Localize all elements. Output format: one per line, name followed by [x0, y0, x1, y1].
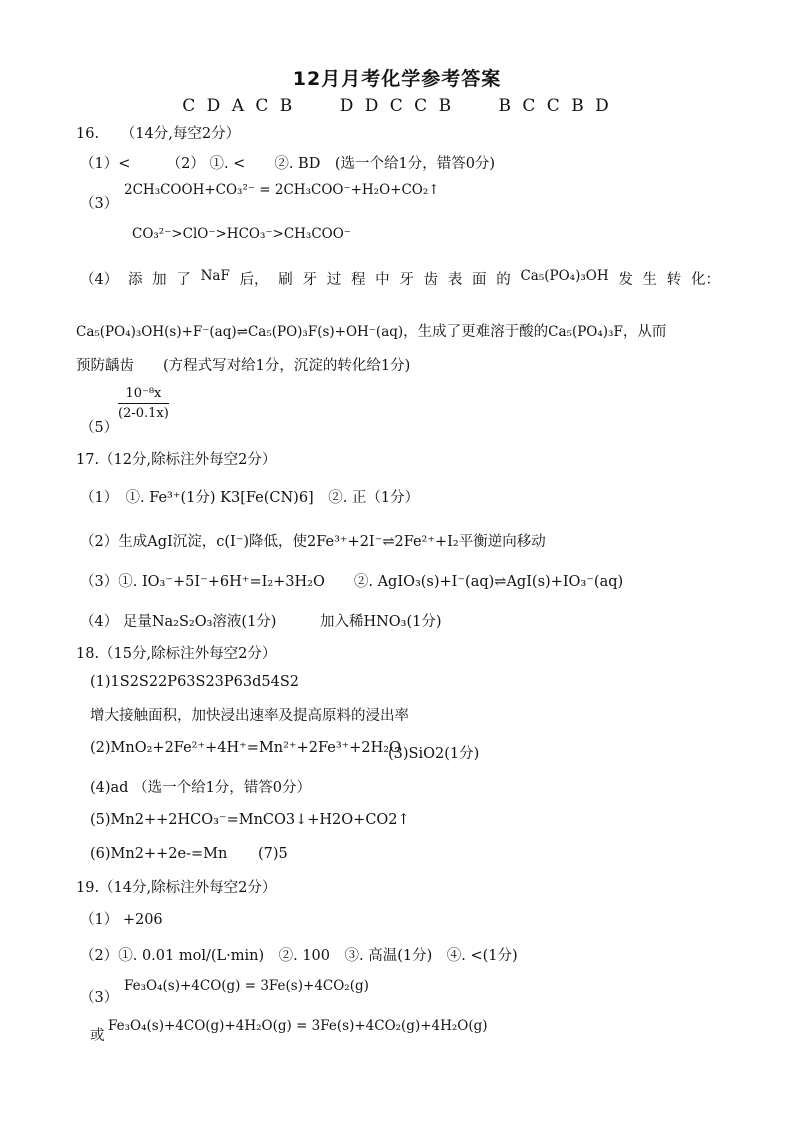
q19-part3-equation-alt: Fe₃O₄(s)+4CO(g)+4H₂O(g) = 3Fe(s)+4CO₂(g)+4H₂O(g) — [108, 1018, 488, 1034]
formula-naf: NaF — [200, 268, 230, 284]
q18-part7: (7)5 — [258, 846, 288, 862]
q16-part4-end: ，从而 — [622, 324, 667, 340]
token: 后， — [239, 272, 269, 288]
token: 的 — [496, 272, 511, 288]
formula-fluorapatite: Ca₅(PO₄)₃F — [548, 324, 623, 340]
token: 转 — [666, 272, 682, 288]
token: 加 — [152, 272, 167, 288]
token: 面 — [472, 272, 487, 288]
q16-part4-equation: Ca₅(PO₄)₃OH(s)+F⁻(aq)⇌Ca₅(PO)₃F(s)+OH⁻(aq) — [76, 324, 404, 340]
token: 齿 — [423, 272, 439, 288]
answer-group-2: D D C C B — [339, 96, 455, 116]
q17-header: 17.（12分,除标注外每空2分） — [76, 452, 277, 468]
q18-header: 18.（15分,除标注外每空2分） — [76, 646, 277, 662]
token: 刷 — [278, 272, 293, 288]
page-title: 12月月考化学参考答案 — [292, 68, 502, 90]
q16-part3-label: （3） — [80, 196, 119, 212]
q19-part3-equation: Fe₃O₄(s)+4CO(g) = 3Fe(s)+4CO₂(g) — [124, 978, 369, 994]
token: 程 — [350, 272, 366, 288]
q19-header: 19.（14分,除标注外每空2分） — [76, 880, 277, 896]
q16-part1: （1）< （2） ①. < ②. BD (选一个给1分，错答0分) — [80, 156, 496, 172]
q19-part3-or: 或 — [90, 1028, 105, 1044]
token: 添 — [127, 272, 143, 288]
q18-part6: (6)Mn2++2e-=Mn — [90, 846, 228, 862]
q19-part3-label: （3） — [80, 990, 119, 1006]
q16-part5-fraction — [118, 386, 169, 421]
q16-part3-order: CO₃²⁻>ClO⁻>HCO₃⁻>CH₃COO⁻ — [132, 226, 351, 242]
q16-part4-text: ，生成了更难溶于酸的 — [403, 324, 549, 340]
q18-part1: (1)1S2S22P63S23P63d54S2 — [90, 674, 299, 690]
q17-part2: （2）生成AgI沉淀，c(I⁻)降低，使2Fe³⁺+2I⁻⇌2Fe²⁺+I₂平衡逆向移动 — [80, 534, 546, 550]
q18-part4: (4)ad （选一个给1分，错答0分） — [90, 780, 312, 796]
q19-part1: （1） +206 — [80, 912, 163, 928]
answer-group-1: C D A C B — [182, 96, 296, 116]
fraction-denominator: (2-0.1x) — [118, 406, 169, 421]
fraction-numerator: 10⁻⁸x — [118, 386, 169, 404]
q19-part2: （2）①. 0.01 mol/(L·min) ②. 100 ③. 高温(1分) ④. <(1分) — [80, 948, 518, 964]
token: 中 — [375, 272, 390, 288]
q18-part5: (5)Mn2++2HCO₃⁻=MnCO3↓+H2O+CO2↑ — [90, 812, 410, 828]
multiple-choice-answers — [0, 96, 794, 116]
token: 过 — [326, 272, 342, 288]
q17-part4: （4） 足量Na₂S₂O₃溶液(1分) 加入稀HNO₃(1分) — [80, 614, 442, 630]
q16-part4-line2 — [76, 320, 666, 341]
token: 生 — [642, 272, 658, 288]
token: 发 — [618, 272, 633, 288]
q16-part4-line3: 预防龋齿 (方程式写对给1分，沉淀的转化给1分) — [76, 358, 411, 374]
token: （4） — [80, 272, 119, 288]
token: 表 — [447, 272, 463, 288]
q16-header: 16. （14分,每空2分） — [76, 126, 241, 142]
q16-part5-label: （5） — [80, 420, 119, 436]
q17-part1: （1） ①. Fe³⁺(1分) K3[Fe(CN)6] ②. 正（1分） — [80, 490, 420, 506]
token: 了 — [176, 272, 191, 288]
answer-group-3: B C C B D — [498, 96, 612, 116]
q16-part4-line1 — [80, 268, 720, 289]
q18-part1-note: 增大接触面积，加快浸出速率及提高原料的浸出率 — [90, 708, 409, 724]
formula-hydroxyapatite: Ca₅(PO₄)₃OH — [520, 268, 609, 284]
q17-part3: （3）①. IO₃⁻+5I⁻+6H⁺=I₂+3H₂O ②. AgIO₃(s)+I⁻(aq)⇌AgI(s)+IO₃⁻(aq) — [80, 574, 624, 590]
q18-part2: (2)MnO₂+2Fe²⁺+4H⁺=Mn²⁺+2Fe³⁺+2H₂O — [90, 740, 401, 756]
token: 牙 — [399, 272, 414, 288]
token: 化： — [690, 272, 720, 288]
q16-part3-equation: 2CH₃COOH+CO₃²⁻ = 2CH₃COO⁻+H₂O+CO₂↑ — [124, 182, 440, 198]
q18-part3: (3)SiO2(1分) — [388, 746, 480, 762]
token: 牙 — [302, 272, 317, 288]
